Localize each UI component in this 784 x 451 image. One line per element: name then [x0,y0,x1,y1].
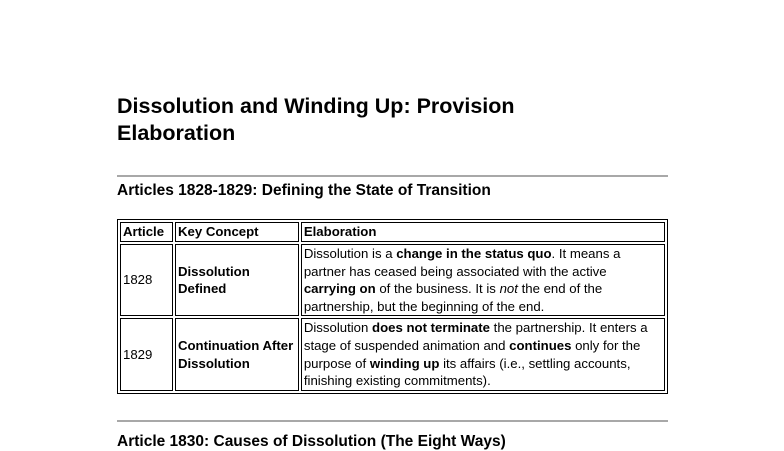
text-run: the end of the partnership, but the beginning of the end. [303,281,603,314]
text-run: not [499,281,518,297]
concept-cell: Continuation After Dissolution [175,318,299,390]
text-run: only for the purpose of [303,337,641,371]
text-run: does not terminate [372,320,490,336]
page-title: Dissolution and Winding Up: Provision Elaboration [117,94,515,145]
article-cell: 1829 [120,318,173,390]
section-divider [117,175,668,177]
text-run: carrying on [303,281,376,297]
text-run: Dissolution is a [303,246,397,261]
text-run: winding up [369,355,440,371]
article-cell: 1828 [120,244,173,316]
section-heading-1828-1829: Articles 1828-1829: Defining the State of Transition [117,182,491,199]
text-run: . It means a partner has ceased being associated with the active [303,246,621,279]
text-run: change in the status quo [396,246,552,261]
concept-cell: Dissolution Defined [175,244,299,316]
text-run: Dissolution [303,320,373,336]
text-run: of the business. It is [375,281,500,297]
section-heading-1830: Article 1830: Causes of Dissolution (The Eight Ways) [117,433,506,450]
table-row [120,244,665,316]
table-header-row [120,222,665,242]
text-run: its affairs (i.e., settling accounts, finishing existing commitments). [303,355,631,389]
section-divider [117,420,668,422]
elaboration-cell [301,244,665,316]
column-header-article: Article [120,222,173,242]
text-run: continues [509,337,572,353]
table-row [120,318,665,390]
elaboration-cell [301,318,665,390]
text-run: the partnership. It enters a stage of suspended animation and [303,320,648,353]
column-header-elaboration: Elaboration [301,222,665,242]
column-header-key-concept: Key Concept [175,222,299,242]
provisions-table [117,219,668,394]
